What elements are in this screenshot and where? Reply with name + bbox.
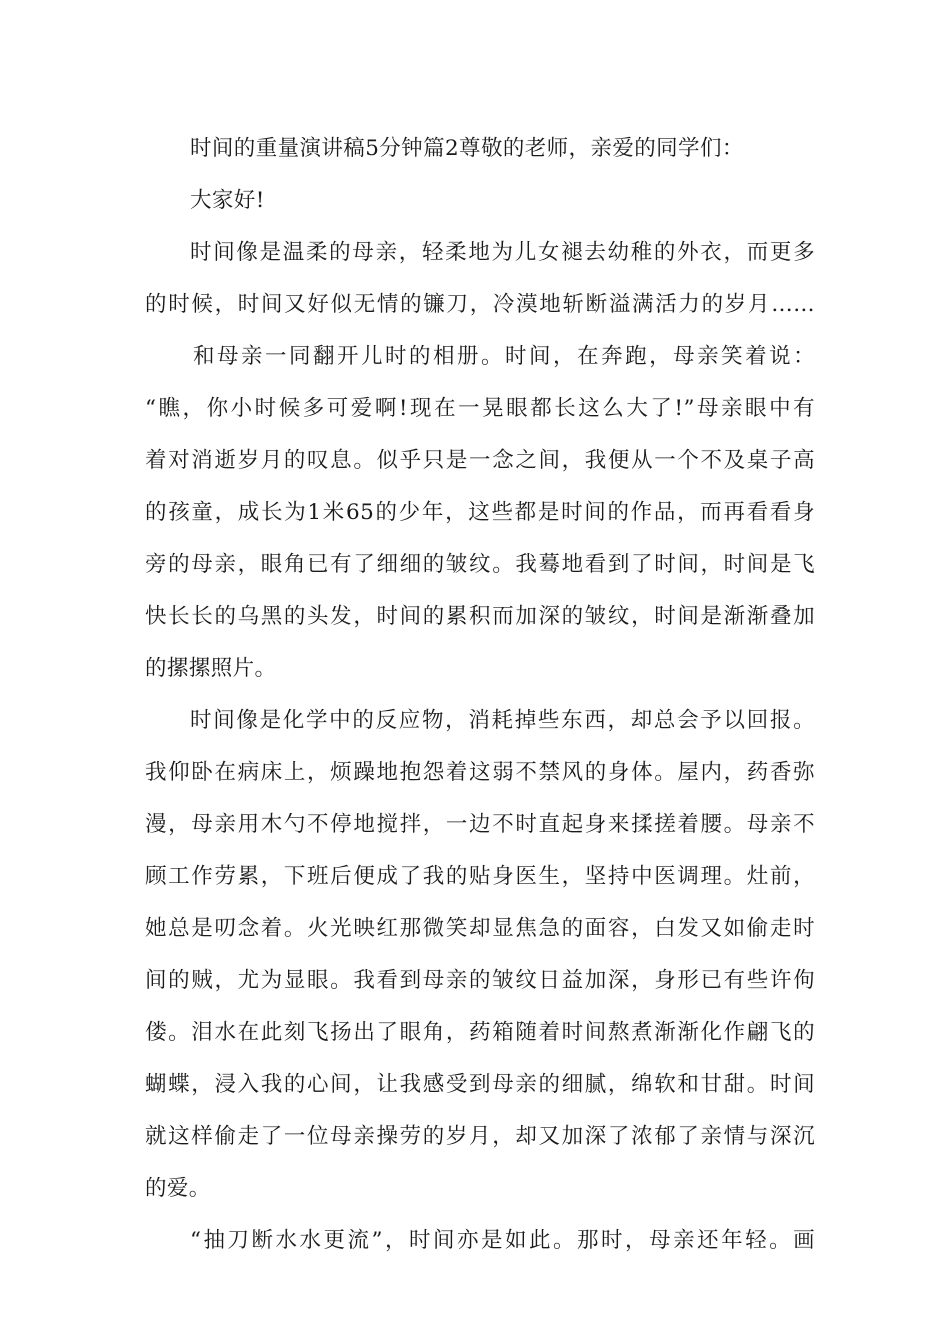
paragraph-line: “瞧，你小时候多可爱啊!现在一晃眼都长这么大了!”母亲眼中有 bbox=[145, 396, 815, 421]
paragraph-line: 时间像是化学中的反应物，消耗掉些东西，却总会予以回报。 bbox=[190, 708, 815, 733]
paragraph-line: 偻。泪水在此刻飞扬出了眼角，药箱随着时间熬煮渐渐化作翩飞的 bbox=[145, 1020, 815, 1045]
paragraph-line: 蝴蝶，浸入我的心间，让我感受到母亲的细腻，绵软和甘甜。时间 bbox=[145, 1072, 815, 1097]
greeting-line: 大家好! bbox=[190, 188, 265, 213]
paragraph-line: 漫，母亲用木勺不停地搅拌，一边不时直起身来揉搓着腰。母亲不 bbox=[145, 812, 815, 837]
paragraph-line: “抽刀断水水更流”，时间亦是如此。那时，母亲还年轻。画 bbox=[190, 1228, 815, 1253]
paragraph-line: 快长长的乌黑的头发，时间的累积而加深的皱纹，时间是渐渐叠加 bbox=[145, 604, 815, 629]
paragraph-line: 的时候，时间又好似无情的镰刀，冷漠地斩断溢满活力的岁月…… bbox=[145, 292, 815, 317]
paragraph-line: 和母亲一同翻开儿时的相册。时间，在奔跑，母亲笑着说： bbox=[193, 344, 815, 369]
paragraph-line: 的爱。 bbox=[145, 1176, 211, 1201]
paragraph-title-line: 时间的重量演讲稿5分钟篇2尊敬的老师，亲爱的同学们： bbox=[190, 136, 744, 161]
paragraph-line: 间的贼，尤为显眼。我看到母亲的皱纹日益加深，身形已有些许佝 bbox=[145, 968, 815, 993]
paragraph-line: 着对消逝岁月的叹息。似乎只是一念之间，我便从一个不及桌子高 bbox=[145, 448, 815, 473]
paragraph-line: 她总是叨念着。火光映红那微笑却显焦急的面容，白发又如偷走时 bbox=[145, 916, 815, 941]
paragraph-line: 就这样偷走了一位母亲操劳的岁月，却又加深了浓郁了亲情与深沉 bbox=[145, 1124, 815, 1149]
paragraph-line: 我仰卧在病床上，烦躁地抱怨着这弱不禁风的身体。屋内，药香弥 bbox=[145, 760, 815, 785]
paragraph-line: 顾工作劳累，下班后便成了我的贴身医生，坚持中医调理。灶前， bbox=[145, 864, 815, 889]
paragraph-line: 时间像是温柔的母亲，轻柔地为儿女褪去幼稚的外衣，而更多 bbox=[190, 240, 815, 265]
paragraph-line: 的摞摞照片。 bbox=[145, 656, 277, 681]
paragraph-line: 旁的母亲，眼角已有了细细的皱纹。我蓦地看到了时间，时间是飞 bbox=[145, 552, 815, 577]
paragraph-line: 的孩童，成长为1米65的少年，这些都是时间的作品，而再看看身 bbox=[145, 500, 815, 525]
